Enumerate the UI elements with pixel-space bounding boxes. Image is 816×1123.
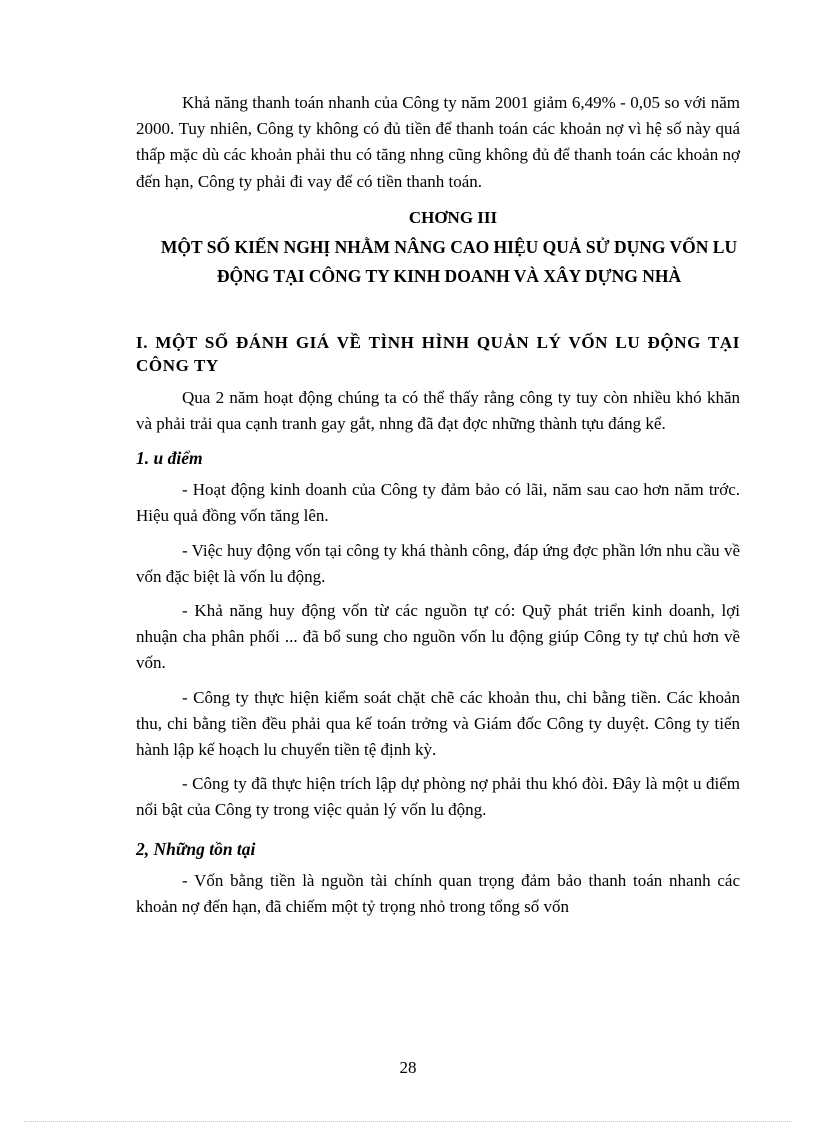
advantage-item: - Công ty thực hiện kiểm soát chặt chẽ các khoản thu, chi bằng tiền. Các khoản thu, chi bằng tiền đều phải qua kế toán trởng và Giám đốc Công ty duyệt. Công ty tiến hành lập kế hoạch lu chuyển tiền tệ định kỳ. <box>136 687 740 760</box>
page-bottom-divider <box>24 1121 792 1122</box>
section-heading: I. MỘT SỐ ĐÁNH GIÁ VỀ TÌNH HÌNH QUẢN LÝ VỐN LU ĐỘNG TẠI CÔNG TY <box>136 332 740 375</box>
chapter-title: MỘT SỐ KIẾN NGHỊ NHẰM NÂNG CAO HIỆU QUẢ SỬ DỤNG VỐN LU ĐỘNG TẠI CÔNG TY KINH DOANH VÀ XÂY DỰNG NHÀ <box>160 236 738 286</box>
advantage-item: - Khả năng huy động vốn từ các nguồn tự có: Quỹ phát triển kinh doanh, lợi nhuận cha phân phối ... đã bổ sung cho nguồn vốn lu động giúp Công ty tự chủ hơn về vốn. <box>136 601 740 673</box>
advantage-item: - Công ty đã thực hiện trích lập dự phòng nợ phải thu khó đòi. Đây là một u điểm nổi bật của Công ty trong việc quản lý vốn lu động. <box>136 774 740 820</box>
limitation-item: - Vốn bằng tiền là nguồn tài chính quan trọng đảm bảo thanh toán nhanh các khoản nợ đến hạn, đã chiếm một tỷ trọng nhỏ trong tổng số vốn <box>136 870 740 916</box>
section-intro-paragraph: Qua 2 năm hoạt động chúng ta có thể thấy rằng công ty tuy còn nhiều khó khăn và phải trải qua cạnh tranh gay gắt, nhng đã đạt đợc những thành tựu đáng kể. <box>136 387 740 434</box>
chapter-label: CHƠNG III <box>408 207 498 227</box>
page-number: 28 <box>399 1058 417 1077</box>
advantage-item: - Việc huy động vốn tại công ty khá thành công, đáp ứng đợc phần lớn nhu cầu về vốn đặc biệt là vốn lu động. <box>136 540 740 586</box>
limitations-heading: 2, Những tồn tại <box>136 838 256 859</box>
advantages-heading: 1. u điểm <box>136 448 203 469</box>
advantage-item: - Hoạt động kinh doanh của Công ty đảm bảo có lãi, năm sau cao hơn năm trớc. Hiệu quả đồng vốn tăng lên. <box>136 480 740 526</box>
intro-paragraph: Khả năng thanh toán nhanh của Công ty năm 2001 giảm 6,49% - 0,05 so với năm 2000. Tuy nhiên, Công ty không có đủ tiền để thanh toán các khoản nợ vì hệ số này quá thấp mặc dù các khoản phải thu có tăng nhng cũng không đủ để thanh toán các khoản nợ đến hạn, Công ty phải đi vay để có tiền thanh toán. <box>136 93 740 191</box>
document-page <box>136 90 740 928</box>
